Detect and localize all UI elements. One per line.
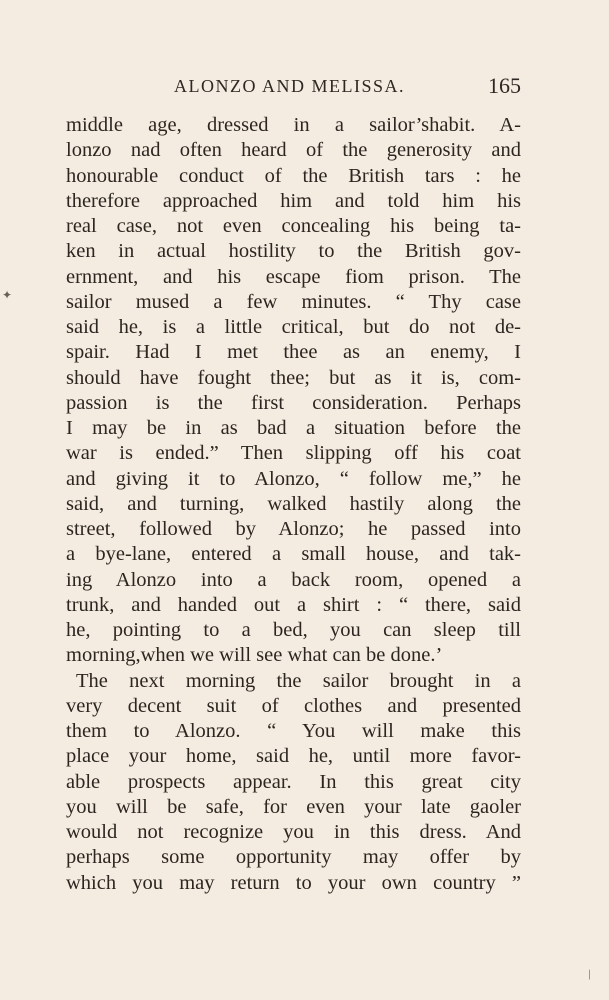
text-line: ken in actual hostility to the British gov-: [66, 240, 521, 263]
running-head: [66, 73, 521, 102]
text-line: them to Alonzo. “ You will make this: [66, 720, 521, 742]
text-line: he, pointing to a bed, you can sleep till: [66, 619, 521, 641]
text-line: honourable conduct of the British tars : he: [66, 164, 521, 187]
text-line: very decent suit of clothes and presented: [66, 694, 521, 717]
paragraph-first-line: The next morning the sailor brought in a: [76, 669, 521, 692]
text-line: said he, is a little critical, but do not de-: [66, 316, 521, 338]
running-title: ALONZO AND MELISSA.: [174, 76, 405, 96]
page-number: 165: [488, 73, 521, 98]
text-line: should have fought thee; but as it is, com-: [66, 366, 521, 389]
text-line: ing Alonzo into a back room, opened a: [66, 568, 521, 591]
text-line: middle age, dressed in a sailor’shabit. A-: [66, 114, 521, 136]
text-line: and giving it to Alonzo, “ follow me,” he: [66, 467, 521, 490]
text-line: able prospects appear. In this great city: [66, 770, 521, 793]
text-line: perhaps some opportunity may offer by: [66, 846, 521, 869]
text-line: trunk, and handed out a shirt : “ there, said: [66, 593, 521, 616]
text-line: place your home, said he, until more favor-: [66, 745, 521, 768]
paragraph-last-line: morning,when we will see what can be done.’: [66, 644, 443, 667]
text-line: said, and turning, walked hastily along the: [66, 492, 521, 515]
text-line: sailor mused a few minutes. “ Thy case: [66, 290, 521, 313]
text-line: therefore approached him and told him his: [66, 189, 521, 212]
text-line: you will be safe, for even your late gaoler: [66, 795, 521, 818]
text-line: street, followed by Alonzo; he passed into: [66, 518, 521, 540]
ink-mark-icon: /: [585, 967, 595, 984]
text-line: passion is the first consideration. Perhaps: [66, 391, 521, 414]
text-line: which you may return to your own country ”: [66, 871, 521, 894]
text-line: real case, not even concealing his being ta-: [66, 215, 521, 237]
body-text: [66, 113, 521, 896]
text-line: ernment, and his escape fiom prison. The: [66, 265, 521, 288]
margin-speck-icon: ✦: [2, 288, 13, 302]
text-line: would not recognize you in this dress. And: [66, 821, 521, 843]
text-line: a bye-lane, entered a small house, and tak-: [66, 543, 521, 566]
text-line: war is ended.” Then slipping off his coat: [66, 442, 521, 465]
text-line: spair. Had I met thee as an enemy, I: [66, 341, 521, 364]
text-line: lonzo nad often heard of the generosity and: [66, 139, 521, 162]
text-line: I may be in as bad a situation before the: [66, 417, 521, 439]
